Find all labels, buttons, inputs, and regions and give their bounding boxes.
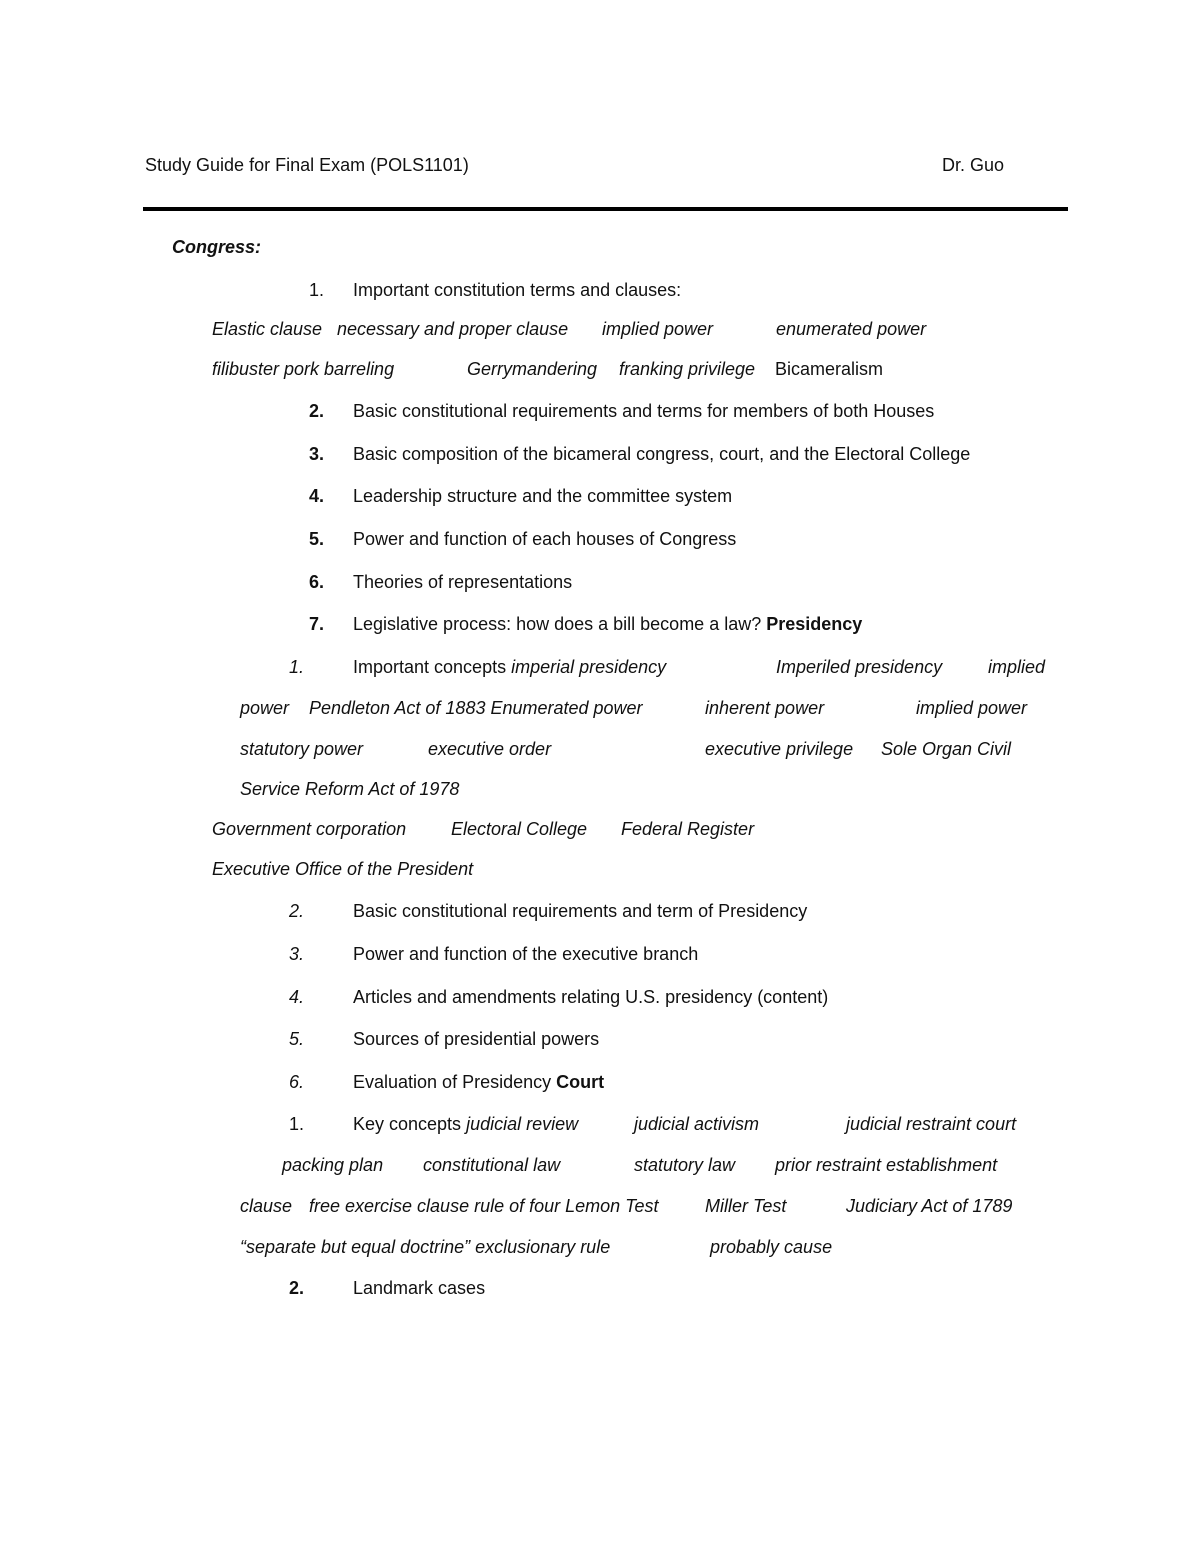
list-item: Evaluation of Presidency	[353, 1072, 552, 1092]
term: implied power	[916, 698, 1028, 718]
term: Gerrymandering	[467, 359, 598, 379]
term: Electoral College	[451, 819, 588, 839]
term: Executive Office of the President	[212, 859, 474, 879]
term: probably cause	[710, 1237, 833, 1257]
term: necessary and proper clause	[337, 319, 569, 339]
instructor-name: Dr. Guo	[942, 155, 1005, 175]
term: Miller Test	[705, 1196, 787, 1216]
presidency-heading: Presidency	[766, 614, 863, 634]
term: statutory law	[634, 1155, 736, 1175]
list-number: 5.	[289, 1029, 305, 1049]
list-number: 1.	[289, 1114, 305, 1134]
term: judicial review	[466, 1114, 579, 1134]
term: judicial activism	[634, 1114, 760, 1134]
list-number: 7.	[309, 614, 325, 634]
list-number: 5.	[309, 529, 325, 549]
document-title: Study Guide for Final Exam (POLS1101)	[145, 155, 469, 175]
header-divider	[143, 207, 1068, 211]
term: executive privilege	[705, 739, 854, 759]
term: Pendleton Act of 1883 Enumerated power	[309, 698, 643, 718]
list-number: 1.	[309, 280, 325, 300]
term: clause	[240, 1196, 293, 1216]
list-number: 2.	[289, 901, 305, 921]
list-number: 2.	[309, 401, 325, 421]
list-item: Important constitution terms and clauses:	[353, 280, 682, 300]
term: prior restraint establishment	[775, 1155, 998, 1175]
term: executive order	[428, 739, 552, 759]
term: Federal Register	[621, 819, 755, 839]
term: inherent power	[705, 698, 825, 718]
list-item: Power and function of each houses of Congress	[353, 529, 737, 549]
list-item: Basic constitutional requirements and term of Presidency	[353, 901, 808, 921]
term: power	[240, 698, 290, 718]
list-number: 3.	[309, 444, 325, 464]
term: implied power	[602, 319, 714, 339]
list-item: Legislative process: how does a bill become a law?	[353, 614, 762, 634]
term: Judiciary Act of 1789	[846, 1196, 1013, 1216]
list-number: 3.	[289, 944, 305, 964]
list-number: 6.	[309, 572, 325, 592]
term: packing plan	[282, 1155, 384, 1175]
term: Service Reform Act of 1978	[240, 779, 460, 799]
list-item-with-heading	[353, 615, 862, 633]
term: imperial presidency	[511, 657, 667, 677]
list-item-label: Important concepts	[353, 657, 507, 677]
term: implied	[988, 657, 1046, 677]
term: judicial restraint court	[846, 1114, 1017, 1134]
term: free exercise clause rule of four Lemon Test	[309, 1196, 659, 1216]
term: enumerated power	[776, 319, 927, 339]
list-number: 4.	[309, 486, 325, 506]
list-item-label: Key concepts	[353, 1114, 462, 1134]
list-number: 2.	[289, 1278, 305, 1298]
list-item: Basic composition of the bicameral congress, court, and the Electoral College	[353, 444, 971, 464]
term: filibuster pork barreling	[212, 359, 395, 379]
list-item: Sources of presidential powers	[353, 1029, 600, 1049]
list-number: 6.	[289, 1072, 305, 1092]
list-item: Power and function of the executive branch	[353, 944, 699, 964]
list-item	[353, 658, 666, 676]
list-item: Theories of representations	[353, 572, 573, 592]
list-item: Basic constitutional requirements and terms for members of both Houses	[353, 401, 935, 421]
list-number: 1.	[289, 657, 305, 677]
list-item-with-heading	[353, 1073, 604, 1091]
term: Imperiled presidency	[776, 657, 943, 677]
list-item: Articles and amendments relating U.S. presidency (content)	[353, 987, 829, 1007]
term: Sole Organ Civil	[881, 739, 1012, 759]
term: franking privilege	[619, 359, 756, 379]
congress-heading: Congress:	[172, 237, 262, 257]
list-item: Landmark cases	[353, 1278, 486, 1298]
term: Government corporation	[212, 819, 407, 839]
term: Elastic clause	[212, 319, 323, 339]
list-number: 4.	[289, 987, 305, 1007]
list-item: Leadership structure and the committee system	[353, 486, 733, 506]
term: constitutional law	[423, 1155, 561, 1175]
list-item	[353, 1115, 578, 1133]
term: Bicameralism	[775, 359, 884, 379]
term: “separate but equal doctrine” exclusionary rule	[240, 1237, 611, 1257]
court-heading: Court	[556, 1072, 605, 1092]
term: statutory power	[240, 739, 364, 759]
